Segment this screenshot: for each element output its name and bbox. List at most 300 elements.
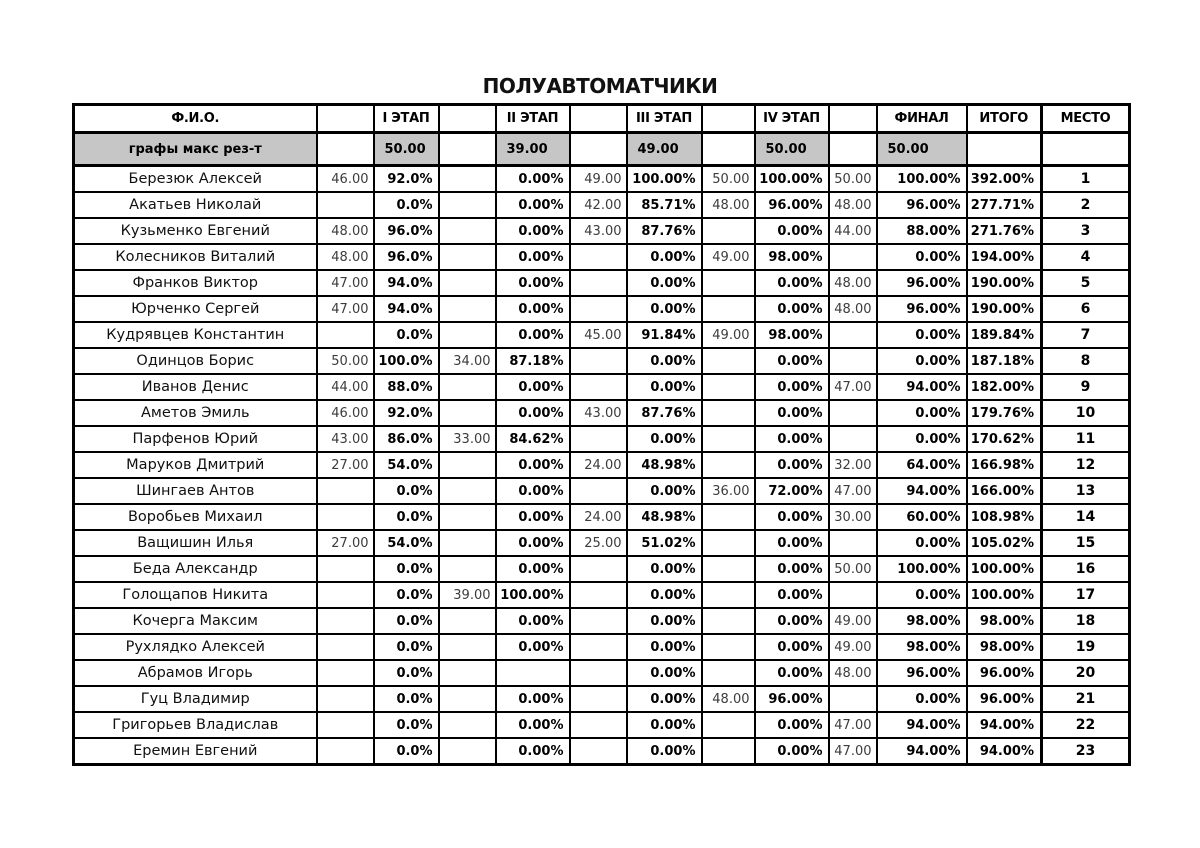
stage4-percent-cell: 98.00% [755,322,829,348]
final-percent-cell: 0.00% [877,530,967,556]
place-cell: 2 [1042,192,1130,218]
stage3-score-cell [570,348,627,374]
competitor-name-cell: Беда Александр [74,556,317,582]
stage4-percent-cell: 0.00% [755,374,829,400]
stage3-percent-cell: 0.00% [627,478,702,504]
stage4-percent-cell: 0.00% [755,608,829,634]
place-cell: 19 [1042,634,1130,660]
final-percent-cell: 94.00% [877,374,967,400]
stage2-score-cell [439,686,496,712]
column-header-total: ИТОГО [967,105,1042,133]
stage3-percent-cell: 0.00% [627,582,702,608]
table-row [74,296,1130,322]
stage3-score-cell: 24.00 [570,504,627,530]
final-score-cell: 50.00 [829,166,877,193]
final-score-cell: 47.00 [829,712,877,738]
final-score-cell: 30.00 [829,504,877,530]
stage3-percent-cell: 0.00% [627,426,702,452]
stage3-percent-cell: 0.00% [627,712,702,738]
stage3-score-cell [570,686,627,712]
stage1-score-cell [317,712,374,738]
table-row [74,218,1130,244]
competitor-name-cell: Акатьев Николай [74,192,317,218]
stage2-percent-cell: 0.00% [496,634,570,660]
final-percent-cell: 96.00% [877,270,967,296]
stage4-score-cell [702,270,755,296]
competitor-name-cell: Голощапов Никита [74,582,317,608]
column-header-empty [829,105,877,133]
stage3-score-cell: 42.00 [570,192,627,218]
stage4-percent-cell: 0.00% [755,348,829,374]
final-score-cell [829,244,877,270]
total-cell: 179.76% [967,400,1042,426]
stage4-score-cell: 48.00 [702,686,755,712]
stage2-percent-cell: 0.00% [496,686,570,712]
stage4-score-cell [702,452,755,478]
stage2-score-cell [439,296,496,322]
stage3-percent-cell: 85.71% [627,192,702,218]
stage2-score-cell [439,556,496,582]
competitor-name-cell: Еремин Евгений [74,738,317,765]
final-percent-cell: 98.00% [877,634,967,660]
table-row [74,322,1130,348]
stage4-percent-cell: 0.00% [755,426,829,452]
stage1-percent-cell: 0.0% [374,608,439,634]
stage1-score-cell: 44.00 [317,374,374,400]
stage3-score-cell [570,426,627,452]
stage1-percent-cell: 94.0% [374,296,439,322]
stage3-score-cell [570,270,627,296]
table-row [74,452,1130,478]
stage4-percent-cell: 0.00% [755,556,829,582]
place-cell: 5 [1042,270,1130,296]
stage2-percent-cell: 87.18% [496,348,570,374]
place-cell: 10 [1042,400,1130,426]
competitor-name-cell: Маруков Дмитрий [74,452,317,478]
stage4-percent-cell: 0.00% [755,400,829,426]
empty-cell [829,133,877,166]
place-cell: 12 [1042,452,1130,478]
stage2-score-cell [439,270,496,296]
stage4-percent-cell: 96.00% [755,686,829,712]
table-row [74,686,1130,712]
stage1-percent-cell: 0.0% [374,660,439,686]
stage2-score-cell [439,634,496,660]
stage1-percent-cell: 92.0% [374,166,439,193]
competitor-name-cell: Колесников Виталий [74,244,317,270]
competitor-name-cell: Кочерга Максим [74,608,317,634]
max-value-pf: 50.00 [877,133,967,166]
stage1-score-cell [317,478,374,504]
place-cell: 6 [1042,296,1130,322]
results-table [72,103,1131,766]
table-row [74,504,1130,530]
total-cell: 98.00% [967,608,1042,634]
stage2-score-cell [439,192,496,218]
table-row [74,712,1130,738]
total-cell: 98.00% [967,634,1042,660]
table-row [74,348,1130,374]
stage1-percent-cell: 0.0% [374,712,439,738]
competitor-name-cell: Григорьев Владислав [74,712,317,738]
table-header [74,105,1130,166]
total-cell: 271.76% [967,218,1042,244]
table-row [74,192,1130,218]
stage4-percent-cell: 0.00% [755,270,829,296]
place-cell: 8 [1042,348,1130,374]
stage2-percent-cell: 0.00% [496,296,570,322]
stage1-score-cell: 48.00 [317,244,374,270]
stage4-score-cell [702,426,755,452]
stage3-score-cell: 43.00 [570,400,627,426]
stage1-percent-cell: 0.0% [374,504,439,530]
total-cell: 96.00% [967,686,1042,712]
final-score-cell [829,400,877,426]
table-row [74,374,1130,400]
stage1-percent-cell: 54.0% [374,452,439,478]
stage1-score-cell [317,738,374,765]
table-row [74,478,1130,504]
total-cell: 189.84% [967,322,1042,348]
stage2-score-cell [439,322,496,348]
stage3-percent-cell: 0.00% [627,686,702,712]
competitor-name-cell: Кузьменко Евгений [74,218,317,244]
stage4-percent-cell: 96.00% [755,192,829,218]
max-results-row [74,133,1130,166]
stage1-percent-cell: 86.0% [374,426,439,452]
stage1-percent-cell: 96.0% [374,218,439,244]
final-percent-cell: 88.00% [877,218,967,244]
place-cell: 1 [1042,166,1130,193]
stage3-score-cell [570,608,627,634]
max-row-label: графы макс рез-т [74,133,317,166]
stage2-score-cell [439,244,496,270]
total-cell: 166.98% [967,452,1042,478]
stage3-percent-cell: 0.00% [627,608,702,634]
stage1-percent-cell: 0.0% [374,738,439,765]
stage3-score-cell [570,244,627,270]
column-header-p4: IV ЭТАП [755,105,829,133]
total-cell: 100.00% [967,582,1042,608]
stage4-percent-cell: 0.00% [755,218,829,244]
stage3-score-cell [570,738,627,765]
place-cell: 15 [1042,530,1130,556]
final-percent-cell: 96.00% [877,660,967,686]
table-row [74,400,1130,426]
table-row [74,634,1130,660]
competitor-name-cell: Франков Виктор [74,270,317,296]
max-value-p2: 39.00 [496,133,570,166]
stage2-percent-cell: 0.00% [496,192,570,218]
competitor-name-cell: Гуц Владимир [74,686,317,712]
place-cell: 4 [1042,244,1130,270]
final-percent-cell: 0.00% [877,348,967,374]
column-header-p1: I ЭТАП [374,105,439,133]
stage4-score-cell [702,530,755,556]
stage3-percent-cell: 0.00% [627,738,702,765]
table-row [74,582,1130,608]
stage1-percent-cell: 92.0% [374,400,439,426]
stage1-score-cell [317,608,374,634]
max-value-p4: 50.00 [755,133,829,166]
stage3-score-cell [570,712,627,738]
stage4-score-cell [702,218,755,244]
table-row [74,660,1130,686]
column-header-p2: II ЭТАП [496,105,570,133]
competitor-name-cell: Воробьев Михаил [74,504,317,530]
stage1-percent-cell: 96.0% [374,244,439,270]
total-cell: 96.00% [967,660,1042,686]
final-score-cell: 48.00 [829,660,877,686]
stage1-score-cell: 27.00 [317,530,374,556]
final-score-cell [829,348,877,374]
stage3-percent-cell: 87.76% [627,400,702,426]
empty-cell [439,133,496,166]
final-percent-cell: 96.00% [877,296,967,322]
stage2-score-cell [439,218,496,244]
stage1-percent-cell: 94.0% [374,270,439,296]
final-percent-cell: 94.00% [877,712,967,738]
final-score-cell: 48.00 [829,192,877,218]
stage2-percent-cell: 0.00% [496,712,570,738]
final-score-cell: 47.00 [829,374,877,400]
stage2-score-cell [439,400,496,426]
stage4-score-cell [702,504,755,530]
stage4-percent-cell: 0.00% [755,738,829,765]
stage3-percent-cell: 0.00% [627,244,702,270]
table-row [74,426,1130,452]
table-body [74,166,1130,765]
max-value-p3: 49.00 [627,133,702,166]
column-header-empty [439,105,496,133]
stage4-percent-cell: 0.00% [755,582,829,608]
total-cell: 166.00% [967,478,1042,504]
stage1-score-cell: 46.00 [317,166,374,193]
final-percent-cell: 0.00% [877,686,967,712]
stage4-percent-cell: 100.00% [755,166,829,193]
stage4-score-cell [702,556,755,582]
stage4-score-cell [702,348,755,374]
column-header-name: Ф.И.О. [74,105,317,133]
final-score-cell: 44.00 [829,218,877,244]
stage1-score-cell: 50.00 [317,348,374,374]
final-score-cell: 49.00 [829,608,877,634]
stage2-score-cell [439,608,496,634]
column-header-empty [702,105,755,133]
stage3-percent-cell: 0.00% [627,556,702,582]
stage1-score-cell: 47.00 [317,270,374,296]
final-percent-cell: 64.00% [877,452,967,478]
stage3-percent-cell: 51.02% [627,530,702,556]
stage4-percent-cell: 0.00% [755,712,829,738]
total-cell: 190.00% [967,270,1042,296]
stage1-score-cell [317,686,374,712]
final-score-cell: 47.00 [829,478,877,504]
stage2-percent-cell: 100.00% [496,582,570,608]
stage4-percent-cell: 0.00% [755,634,829,660]
final-score-cell: 47.00 [829,738,877,765]
stage2-score-cell [439,660,496,686]
total-cell: 108.98% [967,504,1042,530]
competitor-name-cell: Березюк Алексей [74,166,317,193]
stage1-score-cell [317,504,374,530]
final-percent-cell: 0.00% [877,400,967,426]
stage4-percent-cell: 0.00% [755,530,829,556]
stage2-score-cell [439,374,496,400]
stage3-percent-cell: 87.76% [627,218,702,244]
final-score-cell [829,530,877,556]
stage1-score-cell [317,556,374,582]
stage2-score-cell [439,738,496,765]
stage4-percent-cell: 0.00% [755,504,829,530]
stage2-percent-cell: 0.00% [496,218,570,244]
stage3-score-cell: 45.00 [570,322,627,348]
stage1-score-cell [317,660,374,686]
stage2-percent-cell: 0.00% [496,608,570,634]
empty-cell [1042,133,1130,166]
stage4-score-cell [702,634,755,660]
stage1-score-cell [317,634,374,660]
stage2-percent-cell: 0.00% [496,530,570,556]
empty-cell [702,133,755,166]
final-score-cell [829,582,877,608]
table-row [74,608,1130,634]
final-percent-cell: 98.00% [877,608,967,634]
final-score-cell: 48.00 [829,296,877,322]
stage3-percent-cell: 100.00% [627,166,702,193]
stage1-percent-cell: 0.0% [374,634,439,660]
final-score-cell [829,686,877,712]
stage3-score-cell: 49.00 [570,166,627,193]
stage2-score-cell [439,504,496,530]
place-cell: 13 [1042,478,1130,504]
total-cell: 170.62% [967,426,1042,452]
stage2-percent-cell: 0.00% [496,244,570,270]
column-header-empty [317,105,374,133]
final-percent-cell: 96.00% [877,192,967,218]
stage1-score-cell [317,582,374,608]
stage4-score-cell: 49.00 [702,244,755,270]
stage2-percent-cell: 0.00% [496,166,570,193]
final-score-cell [829,426,877,452]
stage4-score-cell [702,660,755,686]
final-percent-cell: 94.00% [877,738,967,765]
stage3-score-cell [570,296,627,322]
place-cell: 7 [1042,322,1130,348]
place-cell: 23 [1042,738,1130,765]
final-percent-cell: 60.00% [877,504,967,530]
stage3-percent-cell: 91.84% [627,322,702,348]
final-score-cell [829,322,877,348]
stage3-percent-cell: 0.00% [627,660,702,686]
stage4-score-cell [702,374,755,400]
stage4-percent-cell: 0.00% [755,660,829,686]
place-cell: 17 [1042,582,1130,608]
stage2-percent-cell: 0.00% [496,452,570,478]
competitor-name-cell: Иванов Денис [74,374,317,400]
stage3-score-cell [570,660,627,686]
final-percent-cell: 0.00% [877,322,967,348]
competitor-name-cell: Аметов Эмиль [74,400,317,426]
place-cell: 14 [1042,504,1130,530]
stage4-percent-cell: 0.00% [755,452,829,478]
stage3-score-cell: 25.00 [570,530,627,556]
stage2-percent-cell: 0.00% [496,322,570,348]
stage2-percent-cell: 0.00% [496,374,570,400]
empty-cell [570,133,627,166]
competitor-name-cell: Одинцов Борис [74,348,317,374]
stage2-score-cell: 39.00 [439,582,496,608]
stage1-score-cell: 43.00 [317,426,374,452]
stage1-percent-cell: 88.0% [374,374,439,400]
stage4-score-cell: 50.00 [702,166,755,193]
stage1-percent-cell: 0.0% [374,556,439,582]
stage3-score-cell [570,634,627,660]
table-row [74,270,1130,296]
stage1-percent-cell: 0.0% [374,686,439,712]
stage1-score-cell: 47.00 [317,296,374,322]
stage2-percent-cell: 0.00% [496,738,570,765]
total-cell: 105.02% [967,530,1042,556]
document-title: ПОЛУАВТОМАТЧИКИ [482,74,718,98]
stage2-percent-cell: 0.00% [496,478,570,504]
stage4-score-cell [702,608,755,634]
place-cell: 18 [1042,608,1130,634]
total-cell: 94.00% [967,712,1042,738]
table-row [74,244,1130,270]
empty-cell [317,133,374,166]
stage3-percent-cell: 48.98% [627,504,702,530]
place-cell: 3 [1042,218,1130,244]
competitor-name-cell: Шингаев Антов [74,478,317,504]
stage4-score-cell [702,712,755,738]
final-score-cell: 48.00 [829,270,877,296]
competitor-name-cell: Юрченко Сергей [74,296,317,322]
stage2-percent-cell: 84.62% [496,426,570,452]
competitor-name-cell: Кудрявцев Константин [74,322,317,348]
total-cell: 94.00% [967,738,1042,765]
stage2-percent-cell: 0.00% [496,504,570,530]
final-score-cell: 50.00 [829,556,877,582]
stage3-percent-cell: 0.00% [627,296,702,322]
empty-cell [967,133,1042,166]
final-percent-cell: 100.00% [877,166,967,193]
stage3-percent-cell: 0.00% [627,634,702,660]
final-percent-cell: 100.00% [877,556,967,582]
stage2-percent-cell: 0.00% [496,400,570,426]
stage4-score-cell [702,296,755,322]
stage1-percent-cell: 0.0% [374,322,439,348]
final-percent-cell: 0.00% [877,582,967,608]
column-header-place: МЕСТО [1042,105,1130,133]
stage4-percent-cell: 72.00% [755,478,829,504]
stage3-score-cell [570,556,627,582]
final-percent-cell: 0.00% [877,426,967,452]
stage1-score-cell [317,192,374,218]
total-cell: 100.00% [967,556,1042,582]
stage2-score-cell [439,478,496,504]
place-cell: 21 [1042,686,1130,712]
stage1-percent-cell: 100.0% [374,348,439,374]
stage1-score-cell [317,322,374,348]
table-row [74,738,1130,765]
total-cell: 194.00% [967,244,1042,270]
stage2-score-cell: 34.00 [439,348,496,374]
stage2-score-cell: 33.00 [439,426,496,452]
place-cell: 20 [1042,660,1130,686]
place-cell: 22 [1042,712,1130,738]
table-row [74,530,1130,556]
